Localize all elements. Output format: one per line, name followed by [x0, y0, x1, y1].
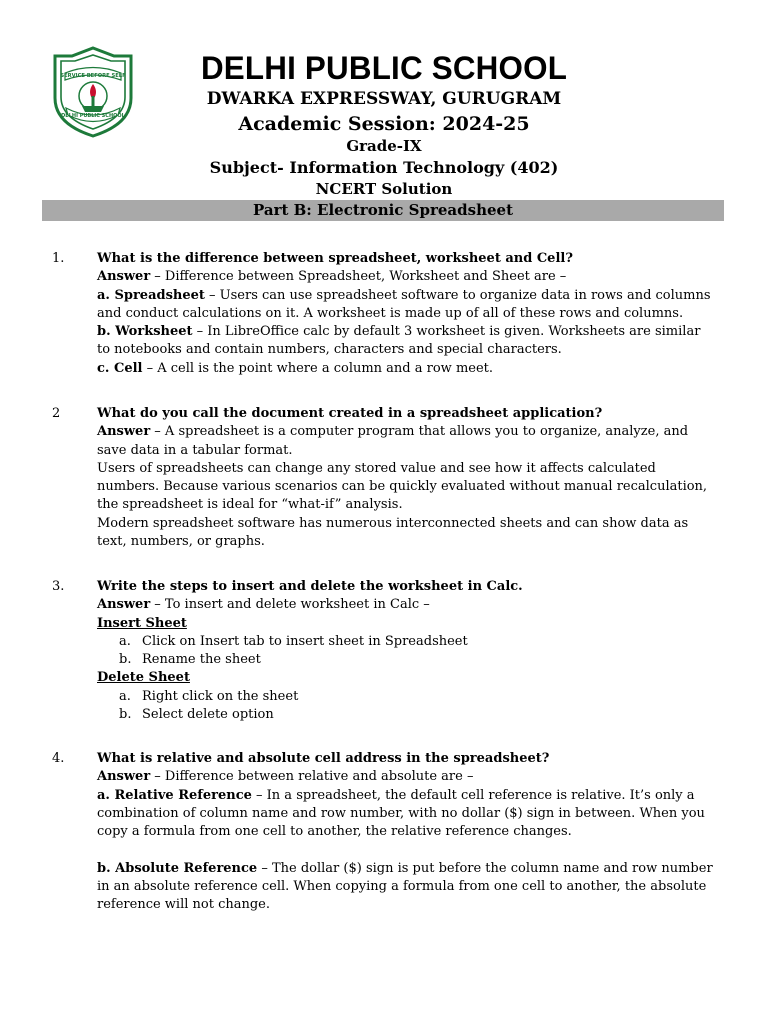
list-item — [97, 706, 717, 724]
answer-label: Answer — [97, 769, 151, 785]
svg-text:SERVICE BEFORE SELF: SERVICE BEFORE SELF — [60, 73, 126, 79]
point-label: a. Spreadsheet — [97, 287, 205, 303]
list-item-text: Rename the sheet — [142, 652, 261, 668]
list-marker: b. — [119, 707, 132, 723]
answer-point-a — [97, 287, 717, 324]
point-text: – The dollar ($) sign is put before the column name and row number in an absolute reference cell. When copying a formula from one cell to another, the absolute reference will not change. — [97, 860, 713, 913]
doc-type-label: NCERT Solution — [315, 180, 453, 198]
answer-point-a — [97, 787, 717, 842]
list-item-text: Right click on the sheet — [142, 688, 299, 704]
answer-point-b — [97, 860, 717, 915]
answer-point-c — [97, 360, 717, 378]
point-text: – Users can use spreadsheet software to organize data in rows and columns and conduct calculations on it. A worksheet is made up of all of these rows and columns. — [97, 287, 711, 321]
answer-intro — [97, 268, 717, 286]
list-item — [97, 688, 717, 706]
question-title: Write the steps to insert and delete the worksheet in Calc. — [97, 579, 523, 594]
answer-label: Answer — [97, 269, 151, 285]
grade-label: Grade-IX — [346, 137, 422, 155]
question-body — [97, 750, 717, 915]
delete-sheet-heading: Delete Sheet — [97, 670, 190, 686]
insert-sheet-heading: Insert Sheet — [97, 615, 187, 631]
list-item-text: Click on Insert tab to insert sheet in Spreadsheet — [142, 633, 468, 649]
question-body — [97, 250, 717, 378]
answer-paragraph: Users of spreadsheets can change any stored value and see how it affects calculated numbers. Because various scenarios can be quickly evaluated without manual recalculation, the spreadsheet is ideal for “what-if” analysis. — [97, 460, 708, 513]
school-name: DELHI PUBLIC SCHOOL — [200, 50, 568, 86]
point-label: a. Relative Reference — [97, 787, 252, 803]
point-label: b. Absolute Reference — [97, 860, 258, 876]
answer-point-b — [97, 323, 717, 360]
answer-text: – A spreadsheet is a computer program that allows you to organize, analyze, and save data in a tabular format. — [97, 424, 689, 458]
answer-intro — [97, 596, 717, 614]
list-item-text: Select delete option — [142, 707, 274, 723]
answer-label: Answer — [97, 597, 151, 613]
list-marker: b. — [119, 652, 132, 668]
academic-session: Academic Session: 2024-25 — [238, 113, 530, 135]
school-branch: DWARKA EXPRESSWAY, GURUGRAM — [206, 89, 562, 109]
question-title: What is the difference between spreadsheet, worksheet and Cell? — [97, 251, 573, 266]
list-item — [97, 633, 717, 651]
list-item — [97, 651, 717, 669]
list-marker: a. — [119, 688, 131, 704]
answer-label: Answer — [97, 424, 151, 440]
question-number: 2 — [52, 406, 61, 421]
question-body — [97, 578, 717, 724]
subject-label: Subject- Information Technology (402) — [209, 158, 559, 177]
answer-text: – Difference between relative and absolute are – — [150, 769, 474, 785]
question-title: What is relative and absolute cell address in the spreadsheet? — [97, 751, 550, 766]
paragraph-spacer — [97, 841, 717, 859]
svg-text:DELHI PUBLIC SCHOOL: DELHI PUBLIC SCHOOL — [61, 113, 125, 119]
question-body — [97, 405, 717, 551]
list-marker: a. — [119, 633, 131, 649]
question-number: 4. — [52, 751, 65, 766]
point-text: – In LibreOffice calc by default 3 worksheet is given. Worksheets are similar to notebooks and contain numbers, characters and special characters. — [97, 324, 701, 358]
question-number: 3. — [52, 579, 65, 594]
question-number: 1. — [52, 251, 65, 266]
answer-intro — [97, 768, 717, 786]
point-label: b. Worksheet — [97, 324, 193, 340]
point-text: – A cell is the point where a column and a row meet. — [142, 360, 494, 376]
point-label: c. Cell — [97, 360, 143, 376]
question-title: What do you call the document created in a spreadsheet application? — [97, 406, 603, 421]
answer-paragraph: Modern spreadsheet software has numerous interconnected sheets and can show data as text, numbers, or graphs. — [97, 515, 689, 550]
answer-text: – Difference between Spreadsheet, Worksheet and Sheet are – — [150, 269, 567, 285]
point-text: – In a spreadsheet, the default cell reference is relative. It’s only a combination of column name and row number, with no dollar ($) sign in between. When you copy a formula from one cell to another, the relative reference changes. — [97, 787, 705, 840]
part-heading: Part B: Electronic Spreadsheet — [252, 201, 514, 219]
answer-intro — [97, 423, 717, 460]
part-heading-band — [42, 200, 724, 221]
answer-text: – To insert and delete worksheet in Calc – — [150, 597, 430, 613]
